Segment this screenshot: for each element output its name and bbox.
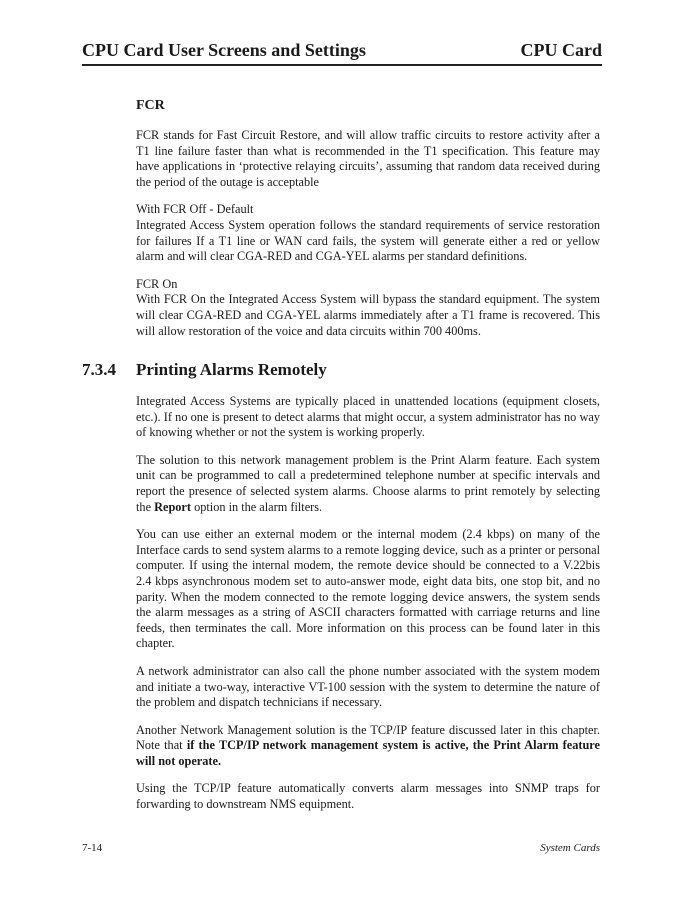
- section-paragraph-2: The solution to this network management problem is the Print Alarm feature. Each system unit can be programmed to call a predetermined telephone number at specific intervals and report the presence of selected system alarms. Choose alarms to print remotely by selecting the Report option in the alarm filters.: [136, 452, 600, 514]
- page-number: 7-14: [82, 842, 103, 854]
- section-number: 7.3.4: [82, 360, 116, 379]
- fcr-off-block: [136, 202, 600, 264]
- section-paragraph-6: Using the TCP/IP feature automatically converts alarm messages into SNMP traps for forwarding to downstream NMS equipment.: [136, 781, 600, 812]
- fcr-on-block: [136, 277, 600, 339]
- section-body: [136, 394, 600, 825]
- fcr-off-text: Integrated Access System operation follows the standard requirements of service restoration for failures If a T1 line or WAN card fails, the system will generate either a red or yellow alarm and will clear CGA-RED and CGA-YEL alarms per standard definitions.: [136, 217, 600, 264]
- fcr-body: [136, 128, 600, 351]
- fcr-intro: FCR stands for Fast Circuit Restore, and will allow traffic circuits to restore activity after a T1 line failure faster than what is recommended in the T1 specification. This feature may have applications in ‘protective relaying circuits’, assuming that random data received during the period of the outage is acceptable: [136, 128, 600, 189]
- header-left-title: CPU Card User Screens and Settings: [82, 40, 366, 60]
- fcr-on-label: FCR On: [136, 276, 178, 291]
- section-paragraph-3: You can use either an external modem or the internal modem (2.4 kbps) on many of the Interface cards to send system alarms to a remote logging device, such as a printer or personal computer. If using the internal modem, the remote device should be connected to a V.22bis 2.4 kbps asynchronous modem set to auto-answer mode, eight data bits, one stop bit, and no parity. When the modem connected to the remote logging device answers, the system sends the alarm messages as a string of ASCII characters formatted with carriage returns and line feeds, then terminates the call. More information on this process can be found later in this chapter.: [136, 527, 600, 651]
- section-paragraph-4: A network administrator can also call the phone number associated with the system modem and initiate a two-way, interactive VT-100 session with the system to determine the nature of the problem and dispatch technicians if necessary.: [136, 663, 600, 710]
- fcr-off-label: With FCR Off - Default: [136, 202, 254, 217]
- fcr-heading: FCR: [136, 98, 165, 113]
- report-option-label: Report: [154, 499, 191, 514]
- tcpip-warning: if the TCP/IP network management system is active, the Print Alarm feature will not operate.: [136, 738, 600, 768]
- chapter-name: System Cards: [540, 842, 600, 854]
- header-right-title: CPU Card: [520, 40, 602, 60]
- fcr-on-text: With FCR On the Integrated Access System will bypass the standard equipment. The system will clear CGA-RED and CGA-YEL alarms immediately after a T1 frame is recovered. This will allow restoration of the voice and data circuits within 700 400ms.: [136, 292, 600, 338]
- section-paragraph-1: Integrated Access Systems are typically placed in unattended locations (equipment closets, etc.). If no one is present to detect alarms that might occur, a system administrator has no way of knowing whether or not the system is working properly.: [136, 394, 600, 440]
- section-paragraph-5: Another Network Management solution is the TCP/IP feature discussed later in this chapter. Note that if the TCP/IP network management system is active, the Print Alarm feature will not operate.: [136, 722, 600, 768]
- section-title: Printing Alarms Remotely: [136, 360, 327, 379]
- page-header: [82, 40, 602, 66]
